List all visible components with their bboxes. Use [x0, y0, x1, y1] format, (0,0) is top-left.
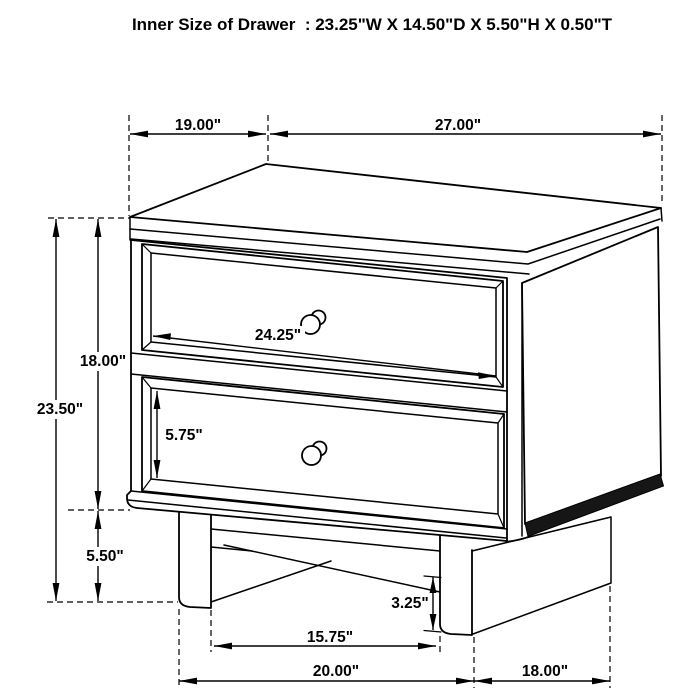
bottom-drawer-knob	[302, 446, 321, 465]
dim-label-drawer-width: 24.25"	[254, 327, 302, 344]
dim-label-inner-leg-span: 15.75"	[306, 629, 354, 646]
slab-right-edge	[661, 208, 662, 221]
drawing-title: Inner Size of Drawer : 23.25"W X 14.50"D X 5.50"H X 0.50"T	[131, 15, 613, 34]
dim-label-body-height: 18.00"	[79, 353, 127, 370]
dim-label-top-width: 27.00"	[434, 117, 482, 134]
side-panel	[522, 227, 661, 524]
right-front-leg	[440, 536, 472, 635]
dim-label-clearance: 3.25"	[391, 595, 429, 612]
dim-label-leg-height: 5.50"	[86, 548, 124, 565]
nightstand-drawing	[127, 164, 664, 635]
dim-label-drawer-height: 5.75"	[165, 427, 203, 444]
dim-label-base-depth: 18.00"	[521, 663, 569, 680]
dim-label-total-height: 23.50"	[36, 401, 84, 418]
dim-label-top-depth: 19.00"	[174, 117, 222, 134]
cross-brace-front-edge	[224, 545, 440, 592]
cross-brace-rear-edge	[211, 561, 331, 602]
dim-label-base-width: 20.00"	[312, 663, 360, 680]
left-front-leg	[179, 509, 211, 608]
top-surface	[130, 164, 661, 252]
base-stretcher	[211, 517, 611, 634]
